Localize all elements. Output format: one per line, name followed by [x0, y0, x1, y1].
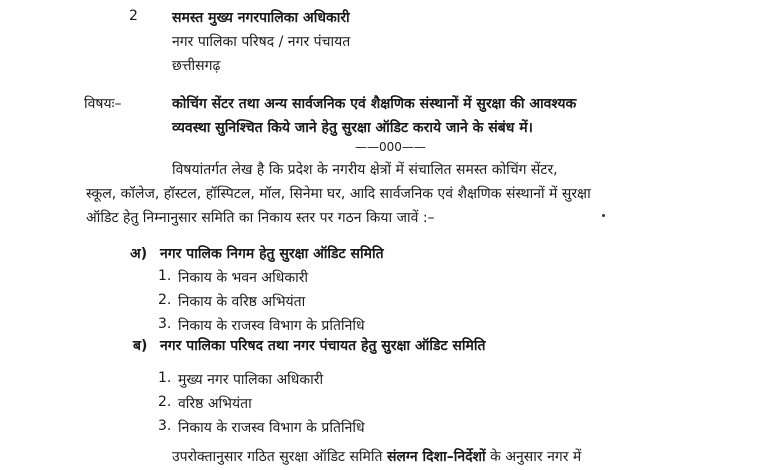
- body-line-3: ऑडिट हेतु निम्नानुसार समिति का निकाय स्तर पर गठन किया जावें :–: [86, 210, 435, 226]
- section-a-item-num: 1.: [158, 268, 172, 284]
- separator: ——000——: [355, 140, 426, 154]
- section-a-marker: अ): [130, 246, 148, 262]
- section-b-item-num: 3.: [158, 418, 172, 434]
- body-line-1: विषयांतर्गत लेख है कि प्रदेश के नगरीय क्षेत्रों में संचालित समस्त कोचिंग सेंटर,: [172, 162, 558, 178]
- section-a-heading: नगर पालिक निगम हेतु सुरक्षा ऑडिट समिति: [160, 246, 384, 262]
- section-b-item-text: निकाय के राजस्व विभाग के प्रतिनिधि: [178, 420, 365, 436]
- closing-emphasis: संलग्न दिशा–निर्देशों: [386, 449, 486, 465]
- closing-text-end: के अनुसार नगर में: [490, 449, 582, 465]
- subject-label: विषयः–: [84, 96, 122, 112]
- section-b-item-num: 2.: [158, 394, 172, 410]
- address-number: 2: [129, 8, 138, 24]
- section-b-item-text: मुख्य नगर पालिका अधिकारी: [178, 372, 324, 388]
- address-state: छत्तीसगढ़: [172, 58, 221, 74]
- speck: [602, 214, 605, 217]
- subject-line-1: कोचिंग सेंटर तथा अन्य सार्वजनिक एवं शैक्षणिक संस्थानों में सुरक्षा की आवश्यक: [172, 96, 577, 112]
- address-office: नगर पालिका परिषद / नगर पंचायत: [172, 34, 351, 50]
- section-b-item-num: 1.: [158, 370, 172, 386]
- body-line-2: स्कूल, कॉलेज, हॉस्टल, हॉस्पिटल, मॉल, सिनेमा घर, आदि सार्वजनिक एवं शैक्षणिक संस्थानों में सुरक्षा: [86, 186, 591, 202]
- subject-line-2: व्यवस्था सुनिश्चित किये जाने हेतु सुरक्षा ऑडिट कराये जाने के संबंध में।: [172, 120, 533, 136]
- closing-line: [172, 447, 581, 466]
- section-a-item-num: 3.: [158, 316, 172, 332]
- section-a-item-text: निकाय के वरिष्ठ अभियंता: [178, 294, 306, 310]
- section-b-marker: ब): [133, 338, 148, 354]
- section-a-item-text: निकाय के राजस्व विभाग के प्रतिनिधि: [178, 318, 365, 334]
- section-b-item-text: वरिष्ठ अभियंता: [178, 396, 252, 412]
- address-recipient: समस्त मुख्य नगरपालिका अधिकारी: [172, 10, 350, 26]
- section-b-heading: नगर पालिका परिषद तथा नगर पंचायत हेतु सुरक्षा ऑडिट समिति: [160, 338, 486, 354]
- closing-text-start: उपरोक्तानुसार गठित सुरक्षा ऑडिट समिति: [172, 449, 383, 465]
- section-a-item-num: 2.: [158, 292, 172, 308]
- section-a-item-text: निकाय के भवन अधिकारी: [178, 270, 309, 286]
